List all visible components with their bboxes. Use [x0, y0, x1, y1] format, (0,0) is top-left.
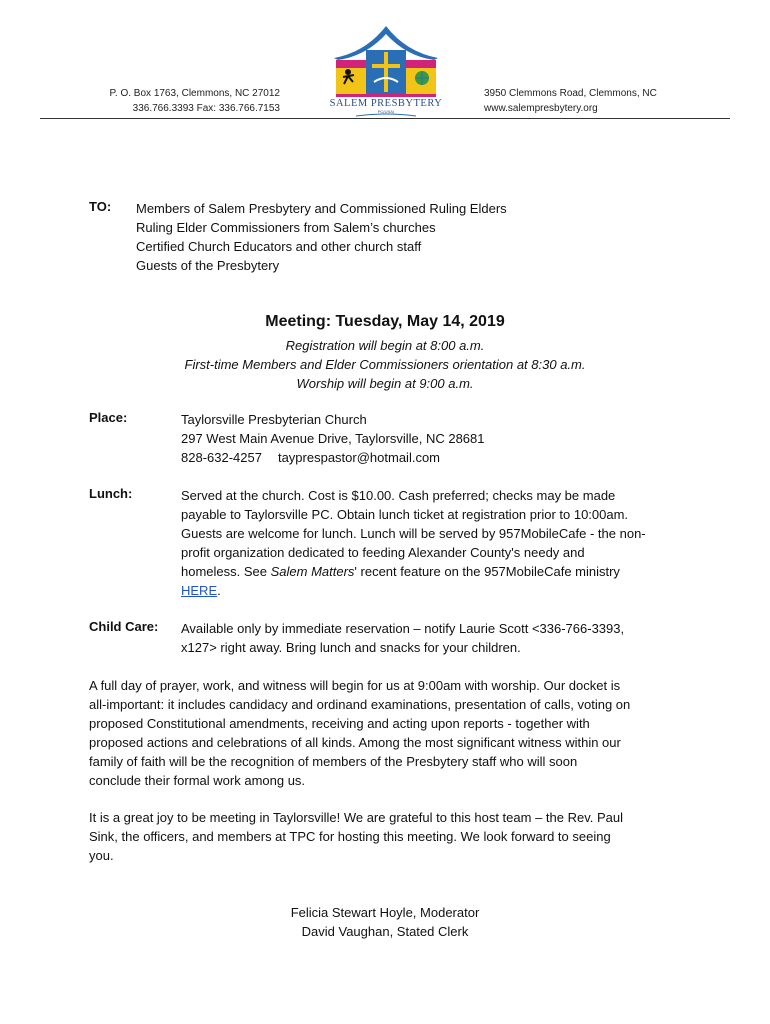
to-label: TO: — [89, 199, 112, 214]
recipient-line: Ruling Elder Commissioners from Salem’s churches — [136, 220, 436, 235]
church-phone: 828-632-4257 — [181, 450, 262, 465]
header-divider — [40, 118, 730, 119]
recipient-list — [136, 199, 507, 275]
thanks-paragraph — [89, 808, 689, 865]
salem-presbytery-logo — [326, 22, 446, 118]
paragraph-line: proposed Constitutional amendments, receiving and acting upon reports - together with — [89, 716, 590, 731]
agenda-paragraph — [89, 676, 689, 790]
here-link[interactable]: HERE — [181, 583, 218, 598]
recipient-line: Guests of the Presbytery — [136, 258, 280, 273]
link-period: . — [217, 583, 221, 598]
schedule-line: Worship will begin at 9:00 a.m. — [296, 376, 474, 391]
lunch-line — [181, 562, 681, 581]
meeting-schedule — [0, 336, 770, 393]
paragraph-line: family of faith will be the recognition of members of the Presbytery staff who will soon — [89, 754, 578, 769]
signature-block — [0, 903, 770, 941]
salem-matters-title: Salem Matters — [270, 564, 355, 579]
schedule-line: First-time Members and Elder Commissioners orientation at 8:30 a.m. — [184, 357, 586, 372]
paragraph-line: A full day of prayer, work, and witness will begin for us at 9:00am with worship. Our docket is — [89, 678, 621, 693]
place-label: Place: — [89, 410, 128, 425]
logo-subtext: PC(USA) — [377, 109, 395, 114]
lunch-text: ' recent feature on the 957MobileCafe ministry — [354, 564, 620, 579]
lunch-text: homeless. See — [181, 564, 271, 579]
recipient-line: Certified Church Educators and other church staff — [136, 239, 422, 254]
schedule-line: Registration will begin at 8:00 a.m. — [285, 338, 485, 353]
moderator-signature: Felicia Stewart Hoyle, Moderator — [290, 905, 480, 920]
logo-wordmark: SALEM PRESBYTERY — [329, 98, 443, 109]
po-box-address: P. O. Box 1763, Clemmons, NC 27012 — [109, 88, 280, 99]
lunch-line: profit organization dedicated to feeding Alexander County's needy and — [181, 545, 585, 560]
lunch-details — [181, 486, 681, 600]
lunch-line: payable to Taylorsville PC. Obtain lunch ticket at registration prior to 10:00am. — [181, 507, 629, 522]
header-contact-left — [60, 86, 280, 116]
website-url: www.salempresbytery.org — [484, 103, 598, 114]
paragraph-line: It is a great joy to be meeting in Taylorsville! We are grateful to this host team – the Rev. Paul — [89, 810, 623, 825]
lunch-line: Guests are welcome for lunch. Lunch will be served by 957MobileCafe - the non- — [181, 526, 646, 541]
street-address: 3950 Clemmons Road, Clemmons, NC — [484, 88, 657, 99]
lunch-line: Served at the church. Cost is $10.00. Cash preferred; checks may be made — [181, 488, 616, 503]
childcare-label: Child Care: — [89, 619, 159, 634]
church-email: tayprespastor@hotmail.com — [277, 450, 441, 465]
lunch-label: Lunch: — [89, 486, 133, 501]
clerk-signature: David Vaughan, Stated Clerk — [301, 924, 469, 939]
childcare-details — [181, 619, 681, 657]
paragraph-line: proposed actions and celebrations of all kinds. Among the most significant witness within our — [89, 735, 621, 750]
recipient-line: Members of Salem Presbytery and Commissioned Ruling Elders — [136, 201, 507, 216]
paragraph-line: conclude their formal work among us. — [89, 773, 306, 788]
childcare-line: x127> right away. Bring lunch and snacks for your children. — [181, 640, 521, 655]
childcare-line: Available only by immediate reservation – notify Laurie Scott <336-766-3393, — [181, 621, 625, 636]
church-name: Taylorsville Presbyterian Church — [181, 412, 367, 427]
paragraph-line: all-important: it includes candidacy and ordinand examinations, presentation of calls, voting on — [89, 697, 631, 712]
header-contact-right — [484, 86, 724, 116]
paragraph-line: Sink, the officers, and members at TPC for hosting this meeting. We look forward to seeing — [89, 829, 611, 844]
church-address: 297 West Main Avenue Drive, Taylorsville, NC 28681 — [181, 431, 485, 446]
meeting-title: Meeting: Tuesday, May 14, 2019 — [265, 313, 505, 330]
phone-fax: 336.766.3393 Fax: 336.766.7153 — [132, 103, 280, 114]
place-details — [181, 410, 681, 467]
paragraph-line: you. — [89, 848, 114, 863]
